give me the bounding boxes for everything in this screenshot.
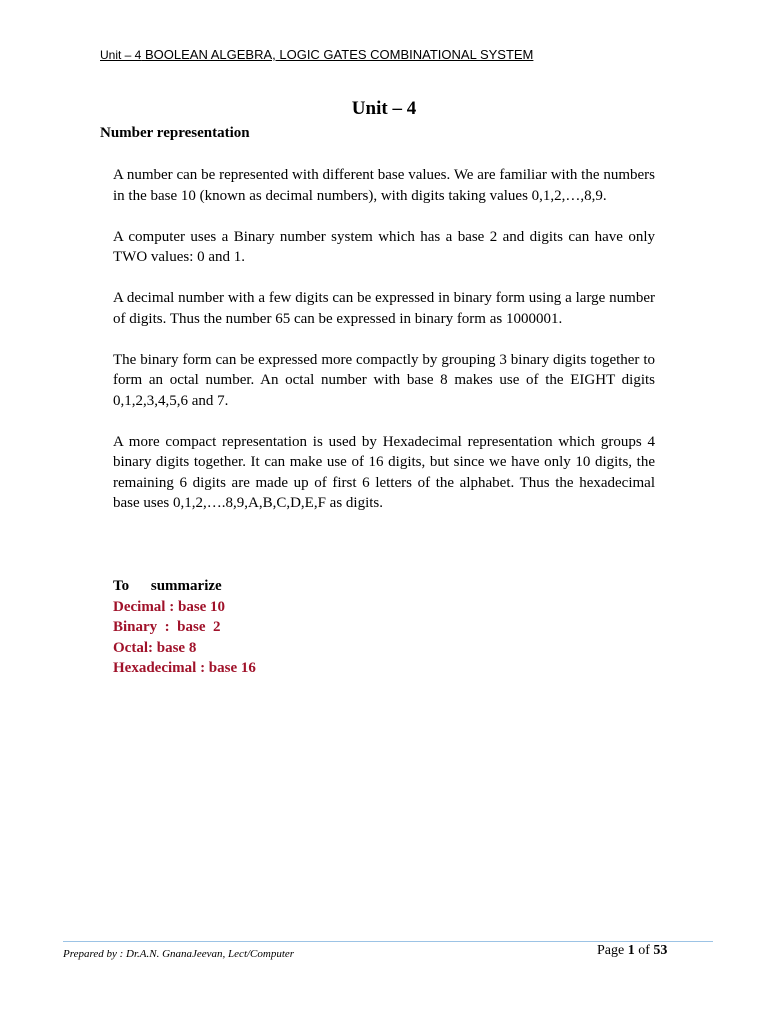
summary-item-decimal: Decimal : base 10 xyxy=(113,598,226,615)
footer-prepared-by: Prepared by : Dr.A.N. GnanaJeevan, Lect/Computer xyxy=(63,948,295,960)
paragraph-decimal-to-binary: A decimal number with a few digits can be expressed in binary form using a large number of digits. Thus the number 65 can be expressed in binary form as 1000001. xyxy=(113,290,655,327)
section-heading: Number representation xyxy=(100,125,250,141)
paragraph-decimal: A number can be represented with different base values. We are familiar with the numbers in the base 10 (known as decimal numbers), with digits taking values 0,1,2,…,8,9. xyxy=(113,167,655,204)
summary-item-hexadecimal: Hexadecimal : base 16 xyxy=(113,660,256,676)
summary-item-octal: Octal: base 8 xyxy=(113,639,197,656)
running-header xyxy=(100,47,533,62)
paragraph-binary: A computer uses a Binary number system which has a base 2 and digits can have only TWO values: 0 and 1. xyxy=(113,228,655,265)
summary-block xyxy=(113,576,256,679)
page-title: Unit – 4 xyxy=(351,98,417,119)
page-number xyxy=(597,943,667,959)
summary-lead: To summarize xyxy=(113,578,222,594)
paragraph-hexadecimal: A more compact representation is used by Hexadecimal representation which groups 4 binary digits together. It can make use of 16 digits, but since we have only 10 digits, the remaining 6 digits are made up of first 6 letters of the alphabet. Thus the hexadecimal base uses 0,1,2,….8,9,A,B,C,D,E,F as digits. xyxy=(113,433,655,511)
summary-item-binary: Binary : base 2 xyxy=(113,619,221,635)
page-current: 1 xyxy=(627,943,635,958)
page-total: 53 xyxy=(653,943,668,958)
page-word: Page xyxy=(597,943,625,958)
paragraph-octal: The binary form can be expressed more compactly by grouping 3 binary digits together to form an octal number. An octal number with base 8 makes use of the EIGHT digits 0,1,2,3,4,5,6 and 7. xyxy=(113,351,655,409)
header-unit-prefix: Unit – 4 xyxy=(100,48,142,62)
footer-rule xyxy=(63,941,713,942)
body-text xyxy=(113,165,655,534)
header-title: BOOLEAN ALGEBRA, LOGIC GATES COMBINATIONAL SYSTEM xyxy=(144,47,534,62)
page-of: of xyxy=(638,943,650,958)
